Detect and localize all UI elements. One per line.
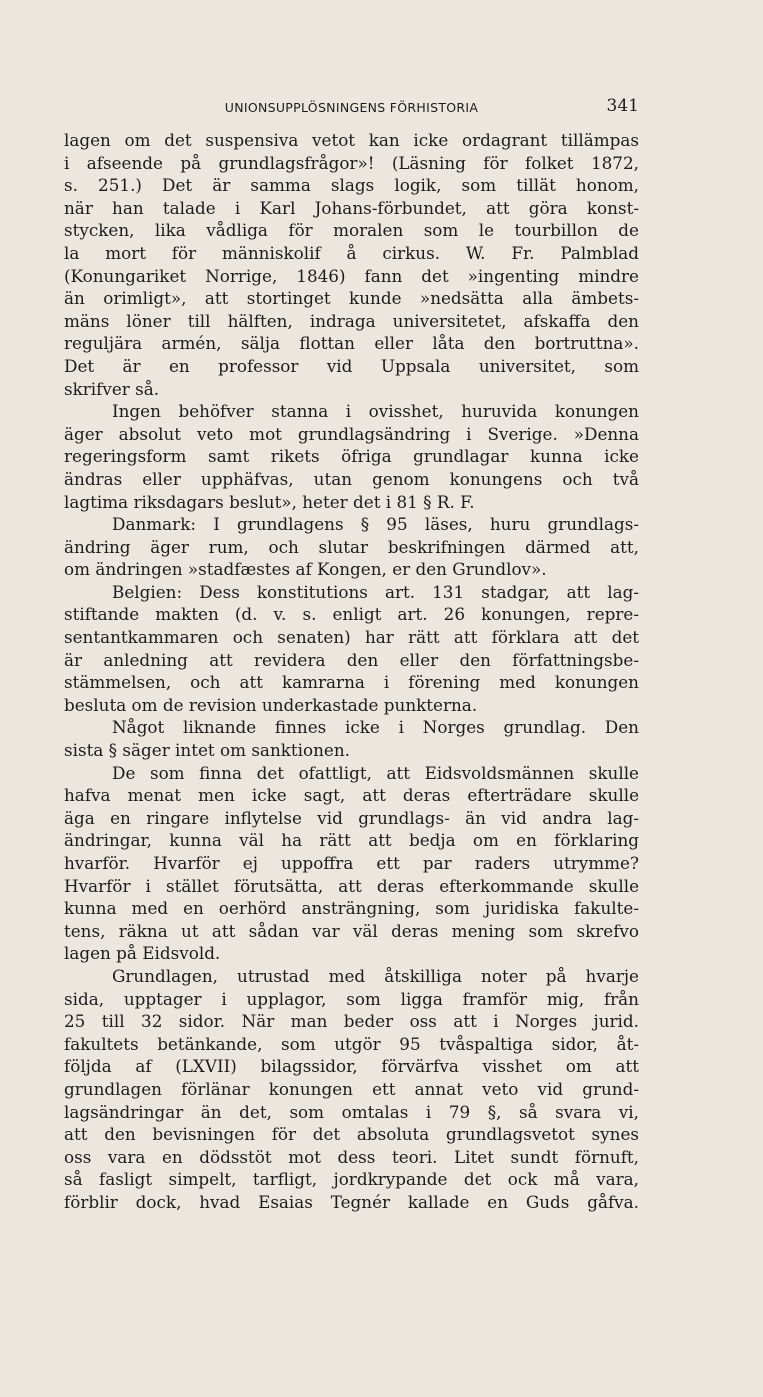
text-line: äger absolut veto mot grundlagsändring i Sverige. »Denna — [64, 423, 639, 444]
text-line: besluta om de revision underkastade punkterna. — [64, 694, 478, 715]
text-line: stiftande makten (d. v. s. enligt art. 26 konungen, repre- — [64, 604, 639, 625]
text-line: De som finna det ofattligt, att Eidsvoldsmännen skulle — [112, 762, 639, 783]
text-line: la mort för människolif å cirkus. W. Fr. Palmblad — [64, 242, 639, 263]
text-line: tens, räkna ut att sådan var väl deras mening som skrefvo — [64, 920, 639, 941]
text-line: kunna med en oerhörd ansträngning, som juridiska fakulte- — [64, 898, 639, 919]
text-line: sista § säger intet om sanktionen. — [64, 740, 351, 761]
body-text — [64, 129, 639, 1214]
text-line: fakultets betänkande, som utgör 95 tvåspaltiga sidor, åt- — [64, 1033, 639, 1054]
text-line: Något liknande finnes icke i Norges grundlag. Den — [112, 717, 639, 738]
text-line: Grundlagen, utrustad med åtskilliga noter på hvarje — [112, 965, 639, 986]
text-line: ändringar, kunna väl ha rätt att bedja om en förklaring — [64, 830, 639, 851]
text-line: s. 251.) Det är samma slags logik, som tillät honom, — [64, 175, 639, 196]
text-line: Ingen behöfver stanna i ovisshet, huruvida konungen — [112, 401, 639, 422]
text-line: ändring äger rum, och slutar beskrifningen därmed att, — [64, 536, 639, 557]
text-line: än orimligt», att stortinget kunde »nedsätta alla ämbets- — [64, 288, 639, 309]
page-number: 341 — [606, 96, 639, 116]
text-line: förblir dock, hvad Esaias Tegnér kallade en Guds gåfva. — [64, 1191, 639, 1212]
text-line: så fasligt simpelt, tarfligt, jordkrypande det ock må vara, — [64, 1169, 639, 1190]
text-line: Det är en professor vid Uppsala universitet, som — [64, 355, 639, 376]
text-line: Danmark: I grundlagens § 95 läses, huru grundlags- — [112, 514, 639, 535]
text-line: följda af (LXVII) bilagssidor, förvärfva visshet om att — [64, 1056, 639, 1077]
text-line: sida, upptager i upplagor, som ligga framför mig, från — [64, 988, 639, 1009]
text-line: hvarför. Hvarför ej uppoffra ett par raders utrymme? — [64, 853, 639, 873]
text-line: oss vara en dödsstöt mot dess teori. Litet sundt förnuft, — [64, 1146, 639, 1167]
text-line: grundlagen förlänar konungen ett annat veto vid grund- — [64, 1078, 639, 1099]
running-head-title: UNIONSUPPLÖSNINGENS FÖRHISTORIA — [224, 100, 479, 115]
running-head — [64, 96, 639, 120]
text-line: (Konungariket Norrige, 1846) fann det »ingenting mindre — [64, 265, 639, 286]
text-line: regeringsform samt rikets öfriga grundlagar kunna icke — [64, 446, 639, 467]
text-line: stycken, lika vådliga för moralen som le tourbillon de — [64, 220, 639, 241]
text-line: sentantkammaren och senaten) har rätt att förklara att det — [64, 627, 639, 648]
text-line: lagen om det suspensiva vetot kan icke ordagrant tillämpas — [64, 130, 639, 150]
text-line: 25 till 32 sidor. När man beder oss att i Norges jurid. — [64, 1011, 639, 1032]
text-line: när han talade i Karl Johans-förbundet, att göra konst- — [64, 197, 639, 218]
text-line: skrifver så. — [64, 378, 160, 399]
text-line: om ändringen »stadfæstes af Kongen, er den Grundlov». — [64, 559, 547, 580]
text-line: att den bevisningen för det absoluta grundlagsvetot synes — [64, 1124, 639, 1145]
text-line: Hvarför i stället förutsätta, att deras efterkommande skulle — [64, 875, 639, 896]
text-line: hafva menat men icke sagt, att deras efterträdare skulle — [64, 785, 639, 806]
text-line: lagen på Eidsvold. — [64, 943, 221, 964]
text-line: i afseende på grundlagsfrågor»! (Läsning för folket 1872, — [64, 152, 639, 173]
text-line: är anledning att revidera den eller den författningsbe- — [64, 649, 639, 670]
text-line: stämmelsen, och att kamrarna i förening med konungen — [64, 672, 639, 693]
text-line: Belgien: Dess konstitutions art. 131 stadgar, att lag- — [112, 581, 639, 602]
text-line: mäns löner till hälften, indraga universitetet, afskaffa den — [64, 310, 639, 331]
text-line: äga en ringare inflytelse vid grundlags- än vid andra lag- — [64, 807, 639, 828]
text-line: lagtima riksdagars beslut», heter det i 81 § R. F. — [64, 491, 475, 512]
text-line: lagsändringar än det, som omtalas i 79 §, så svara vi, — [64, 1101, 639, 1122]
text-line: reguljära armén, sälja flottan eller låta den bortruttna». — [64, 333, 639, 354]
text-line: ändras eller upphäfvas, utan genom konungens och två — [64, 468, 639, 489]
